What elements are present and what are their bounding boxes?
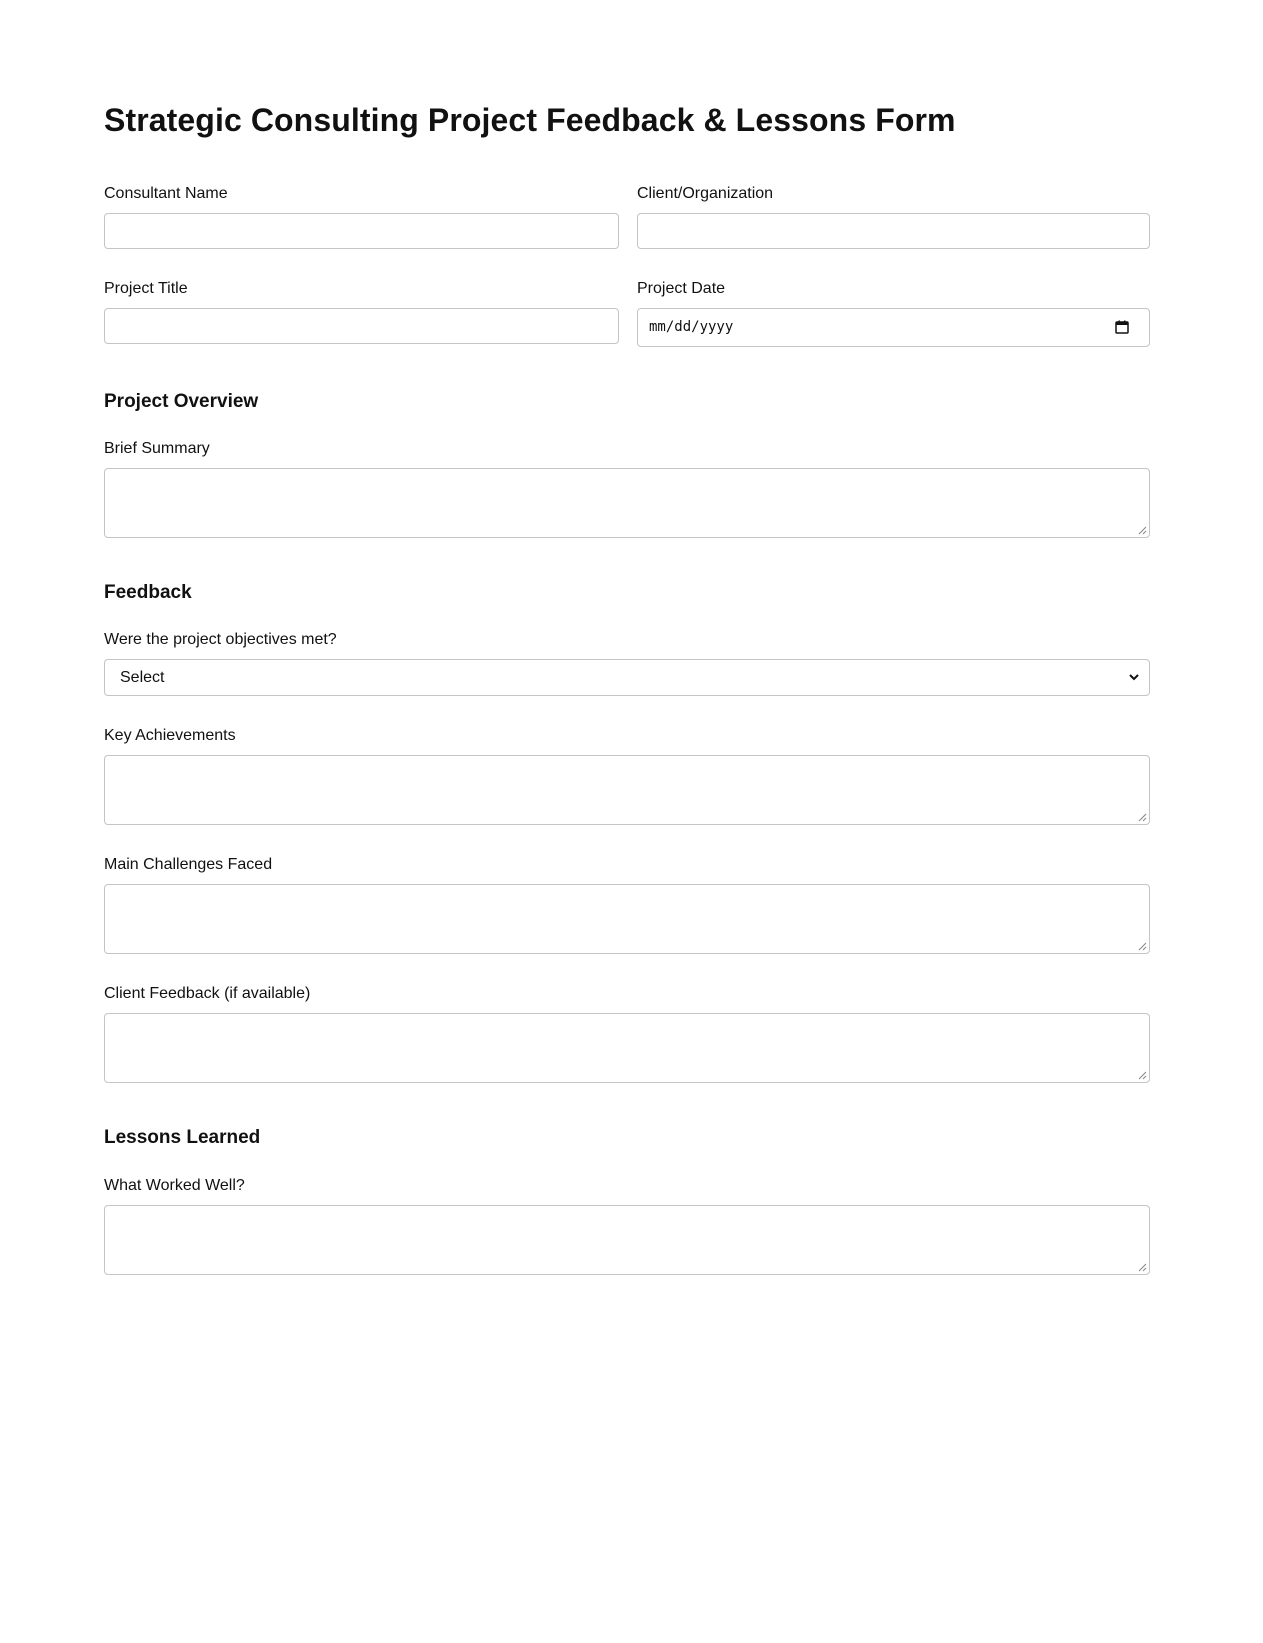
- project-title-input[interactable]: [104, 308, 619, 344]
- objectives-met-label: Were the project objectives met?: [104, 631, 337, 648]
- brief-summary-textarea[interactable]: [104, 468, 1150, 538]
- page-title: Strategic Consulting Project Feedback & Lessons Form: [104, 102, 956, 138]
- brief-summary-label: Brief Summary: [104, 440, 210, 457]
- main-challenges-label: Main Challenges Faced: [104, 856, 273, 873]
- resize-grip-icon[interactable]: [1138, 813, 1147, 822]
- chevron-down-icon: [1129, 673, 1139, 681]
- project-date-label: Project Date: [637, 280, 726, 297]
- resize-grip-icon[interactable]: [1138, 526, 1147, 535]
- project-date-input[interactable]: [637, 308, 1150, 347]
- main-challenges-textarea[interactable]: [104, 884, 1150, 954]
- calendar-icon[interactable]: [1115, 320, 1129, 334]
- feedback-heading: Feedback: [104, 582, 192, 603]
- client-feedback-textarea[interactable]: [104, 1013, 1150, 1083]
- resize-grip-icon[interactable]: [1138, 1263, 1147, 1272]
- resize-grip-icon[interactable]: [1138, 942, 1147, 951]
- objectives-met-select[interactable]: [104, 659, 1150, 696]
- project-date-placeholder: mm/dd/yyyy: [649, 319, 734, 335]
- client-feedback-label: Client Feedback (if available): [104, 985, 311, 1002]
- objectives-met-selected-value: Select: [120, 669, 165, 686]
- key-achievements-textarea[interactable]: [104, 755, 1150, 825]
- consultant-name-label: Consultant Name: [104, 185, 228, 202]
- project-overview-heading: Project Overview: [104, 391, 259, 412]
- key-achievements-label: Key Achievements: [104, 727, 236, 744]
- lessons-learned-heading: Lessons Learned: [104, 1127, 261, 1148]
- what-worked-well-label: What Worked Well?: [104, 1177, 245, 1194]
- what-worked-well-textarea[interactable]: [104, 1205, 1150, 1275]
- consultant-name-input[interactable]: [104, 213, 619, 249]
- resize-grip-icon[interactable]: [1138, 1071, 1147, 1080]
- client-organization-label: Client/Organization: [637, 185, 774, 202]
- client-organization-input[interactable]: [637, 213, 1150, 249]
- project-title-label: Project Title: [104, 280, 188, 297]
